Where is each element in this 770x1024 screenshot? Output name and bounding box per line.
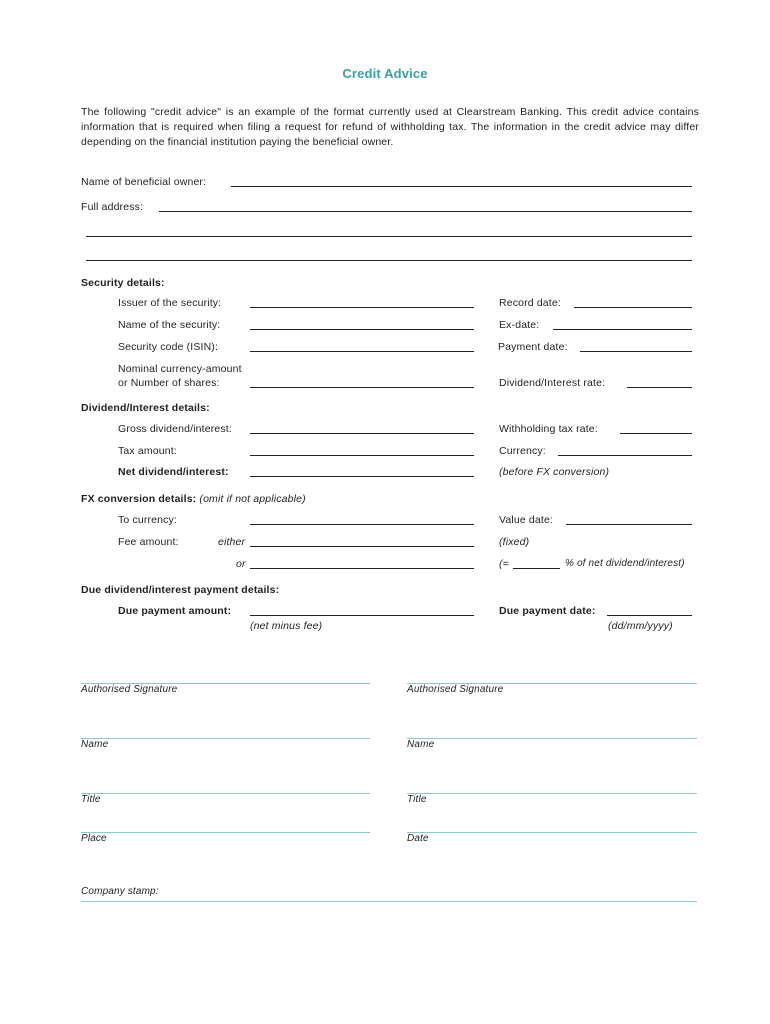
due-amount-field[interactable]: [250, 615, 474, 616]
date-label: Date: [407, 833, 429, 844]
to-currency-label: To currency:: [118, 514, 177, 526]
beneficial-owner-field[interactable]: [231, 186, 692, 187]
fee-amount-label: Fee amount:: [118, 536, 179, 548]
withholding-rate-label: Withholding tax rate:: [499, 423, 598, 435]
name-left-line[interactable]: [81, 738, 370, 739]
ex-date-field[interactable]: [553, 329, 692, 330]
fixed-note: (fixed): [499, 536, 530, 548]
net-dividend-field[interactable]: [250, 476, 474, 477]
issuer-field[interactable]: [250, 307, 474, 308]
due-date-field[interactable]: [607, 615, 692, 616]
full-address-label: Full address:: [81, 201, 144, 213]
nominal-field[interactable]: [250, 387, 474, 388]
title-right-label: Title: [407, 794, 427, 805]
fx-heading-note: (omit if not applicable): [199, 493, 306, 505]
page-title: Credit Advice: [342, 66, 428, 81]
either-label: either: [218, 536, 246, 548]
due-details-heading: Due dividend/interest payment details:: [81, 584, 280, 596]
name-left-label: Name: [81, 739, 109, 750]
place-label: Place: [81, 833, 107, 844]
before-fx-note: (before FX conversion): [499, 466, 610, 478]
record-date-label: Record date:: [499, 297, 561, 309]
percent-field[interactable]: [513, 568, 560, 569]
tax-amount-label: Tax amount:: [118, 445, 177, 457]
dividend-rate-label: Dividend/Interest rate:: [499, 377, 606, 389]
gross-dividend-field[interactable]: [250, 433, 474, 434]
dividend-rate-field[interactable]: [627, 387, 692, 388]
fx-heading-text: FX conversion details:: [81, 493, 197, 505]
name-right-line[interactable]: [407, 738, 697, 739]
intro-paragraph: The following "credit advice" is an example of the format currently used at Clearstream Banking. This credit advice contains information that is required when filing a request for refund of withholding tax. The information in the credit advice may differ depending on the financial institution paying the beneficial owner.: [81, 106, 699, 148]
isin-label: Security code (ISIN):: [118, 341, 219, 353]
nominal-label-line-1: Nominal currency-amount: [118, 363, 242, 375]
or-label: or: [236, 558, 246, 570]
due-amount-label: Due payment amount:: [118, 605, 232, 617]
title-right-line[interactable]: [407, 793, 697, 794]
currency-label: Currency:: [499, 445, 546, 457]
currency-field[interactable]: [558, 455, 692, 456]
fee-amount-fixed-field[interactable]: [250, 546, 474, 547]
to-currency-field[interactable]: [250, 524, 474, 525]
net-dividend-label: Net dividend/interest:: [118, 466, 229, 478]
full-address-field-line-1[interactable]: [159, 211, 692, 212]
security-details-heading: Security details:: [81, 277, 165, 289]
full-address-field-line-2[interactable]: [86, 236, 692, 237]
payment-date-label: Payment date:: [498, 341, 568, 353]
security-name-label: Name of the security:: [118, 319, 221, 331]
beneficial-owner-label: Name of beneficial owner:: [81, 176, 207, 188]
company-stamp-line[interactable]: [81, 901, 697, 902]
nominal-label-line-2: or Number of shares:: [118, 377, 220, 389]
security-name-field[interactable]: [250, 329, 474, 330]
name-right-label: Name: [407, 739, 435, 750]
date-line[interactable]: [407, 832, 697, 833]
dividend-details-heading: Dividend/Interest details:: [81, 402, 210, 414]
payment-date-field[interactable]: [580, 351, 692, 352]
percent-prefix: (=: [499, 558, 509, 570]
due-date-note: (dd/mm/yyyy): [608, 620, 673, 632]
company-stamp-label: Company stamp:: [81, 886, 159, 897]
percent-suffix: % of net dividend/interest): [565, 558, 685, 569]
due-amount-note: (net minus fee): [250, 620, 323, 632]
issuer-label: Issuer of the security:: [118, 297, 222, 309]
fx-details-heading: [81, 494, 306, 505]
signature-right-label: Authorised Signature: [407, 684, 504, 695]
ex-date-label: Ex-date:: [499, 319, 540, 331]
isin-field[interactable]: [250, 351, 474, 352]
fee-amount-percent-field[interactable]: [250, 568, 474, 569]
due-date-label: Due payment date:: [499, 605, 596, 617]
title-left-label: Title: [81, 794, 101, 805]
value-date-label: Value date:: [499, 514, 553, 526]
full-address-field-line-3[interactable]: [86, 260, 692, 261]
withholding-rate-field[interactable]: [620, 433, 692, 434]
tax-amount-field[interactable]: [250, 455, 474, 456]
signature-left-label: Authorised Signature: [81, 684, 178, 695]
title-left-line[interactable]: [81, 793, 370, 794]
record-date-field[interactable]: [574, 307, 692, 308]
place-line[interactable]: [81, 832, 370, 833]
value-date-field[interactable]: [566, 524, 692, 525]
gross-dividend-label: Gross dividend/interest:: [118, 423, 232, 435]
